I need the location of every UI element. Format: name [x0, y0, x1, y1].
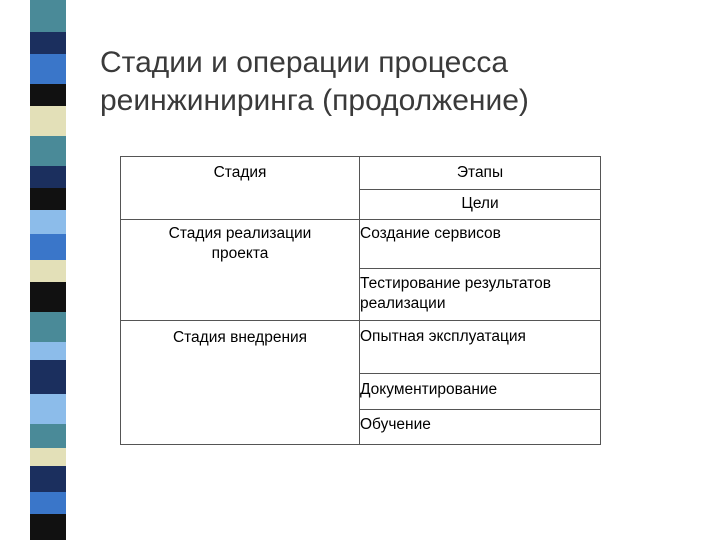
- step-cell: [360, 321, 601, 374]
- strip-block: [30, 360, 66, 394]
- step-label: Опытная эксплуатация: [360, 328, 526, 345]
- step-cell: [360, 269, 601, 321]
- strip-block: [30, 0, 66, 32]
- stage-label: Стадия реализации проекта: [168, 225, 312, 262]
- strip-block: [30, 54, 66, 84]
- strip-block: [30, 514, 66, 540]
- strip-block: [30, 492, 66, 514]
- slide-title: [100, 44, 529, 120]
- strip-block: [30, 312, 66, 342]
- step-cell: [360, 220, 601, 269]
- slide-title-line-2: реинжиниринга (продолжение): [100, 84, 529, 117]
- strip-block: [30, 466, 66, 492]
- step-cell: [360, 410, 601, 445]
- step-label: Обучение: [360, 416, 431, 433]
- header-steps: Этапы: [456, 164, 504, 181]
- stage-cell: [121, 321, 360, 445]
- step-label: Создание сервисов: [360, 225, 501, 242]
- decorative-color-strip: [30, 0, 66, 540]
- strip-block: [30, 136, 66, 166]
- strip-block: [30, 210, 66, 234]
- header-goals: Цели: [461, 194, 499, 212]
- strip-block: [30, 342, 66, 360]
- step-cell: [360, 374, 601, 410]
- strip-block: [30, 260, 66, 282]
- step-label: Тестирование результатов реализации: [360, 275, 551, 312]
- slide-title-line-1: Стадии и операции процесса: [100, 46, 509, 79]
- header-steps-cell: [360, 157, 601, 190]
- strip-block: [30, 234, 66, 260]
- stage-label: Стадия внедрения: [172, 329, 308, 346]
- header-goals-cell: [360, 189, 601, 219]
- strip-block: [30, 106, 66, 136]
- step-label: Документирование: [360, 381, 498, 398]
- header-stage-cell: [121, 157, 360, 220]
- stages-table: [120, 156, 601, 445]
- header-stage: Стадия: [213, 164, 267, 181]
- strip-block: [30, 166, 66, 188]
- strip-block: [30, 188, 66, 210]
- strip-block: [30, 424, 66, 448]
- stage-cell: [121, 220, 360, 321]
- strip-block: [30, 84, 66, 106]
- strip-block: [30, 282, 66, 312]
- strip-block: [30, 394, 66, 424]
- strip-block: [30, 32, 66, 54]
- strip-block: [30, 448, 66, 466]
